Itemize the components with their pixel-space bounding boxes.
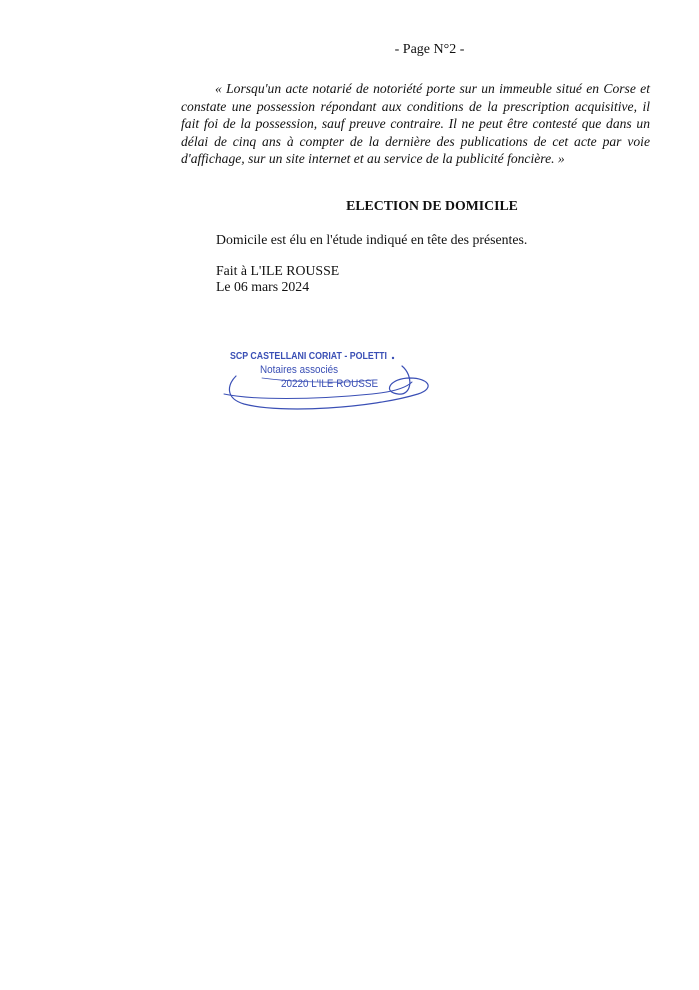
page-number: - Page N°2 - — [394, 42, 465, 57]
legal-quote: « Lorsqu'un acte notarié de notoriété porte sur un immeuble situé en Corse et constate une possession répondant aux conditions de la prescription acquisitive, il fait foi de la possession, sauf preuve contraire. Il ne peut être contesté que dans un délai de cinq ans à compter de la dernière des publications de cet acte par voie d'affichage, sur un site internet et au service de la publicité foncière. » — [181, 81, 650, 167]
domicile-statement: Domicile est élu en l'étude indiqué en tête des présentes. — [216, 232, 528, 247]
signature-date: Le 06 mars 2024 — [216, 279, 310, 294]
stamp-line-title: Notaires associés — [260, 364, 339, 376]
section-title: ELECTION DE DOMICILE — [346, 198, 518, 213]
signature-place: Fait à L'ILE ROUSSE — [216, 263, 340, 278]
stamp-line-firm: SCP CASTELLANI CORIAT - POLETTI — [230, 350, 387, 362]
stamp-line-address: 20220 L'ILE ROUSSE — [281, 378, 379, 390]
notary-stamp — [222, 342, 434, 414]
